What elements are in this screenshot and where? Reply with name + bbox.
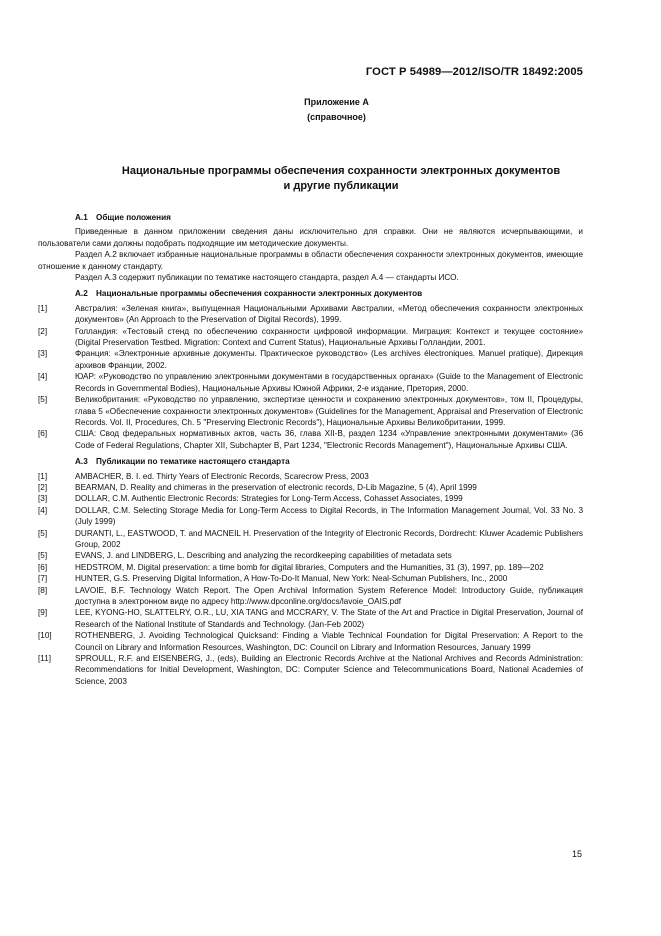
reference-number: [5]	[38, 528, 48, 538]
reference-text: DOLLAR, C.M. Selecting Storage Media for Long-Term Access to Digital Records, in The Information Management Journal, Vol. 33 No. 3 (July 1999)	[75, 505, 583, 527]
reference-number: [1]	[38, 471, 48, 481]
reference-item	[38, 528, 583, 551]
reference-text: HUNTER, G.S. Preserving Digital Information, A How-To-Do-It Manual, New York: Neal-Schuman Publishers, Inc., 2000	[75, 574, 508, 584]
reference-number: [5]	[38, 551, 48, 561]
section-number: А.2	[75, 289, 88, 299]
reference-item	[38, 371, 583, 394]
document-body	[38, 212, 583, 687]
reference-item	[38, 653, 583, 687]
reference-item	[38, 303, 583, 326]
reference-item	[38, 607, 583, 630]
reference-item	[38, 428, 583, 451]
reference-text: DOLLAR, C.M. Authentic Electronic Records: Strategies for Long-Term Access, Cohasset Associates, 1999	[75, 494, 463, 504]
section-number: А.3	[75, 457, 88, 467]
reference-text: Великобритания: «Руководство по управлению, экспертизе ценности и сохранению электронных документов», том II, Процедуры, глава 5 «Обеспечение сохранности электронных документов» (Guidelines for the Management, Appraisal and Preservation of Electronic Records. Vol. II, Procedures, Ch. 5 "Preserving Electronic Records"), Национальные Архивы Великобритании, 1999.	[75, 395, 583, 427]
reference-number: [9]	[38, 608, 48, 618]
reference-text: LEE, KYONG-HO, SLATTELRY, O.R., LU, XIA TANG and MCCRARY, V. The State of the Art and Practice in Digital Preservation, Journal of Research of the National Institute of Standards and Technology. (Jan-Feb 2002)	[75, 608, 583, 629]
national-programs-list	[38, 303, 583, 451]
appendix-type: (справочное)	[307, 112, 366, 122]
section-heading-a2	[38, 288, 583, 299]
section-title: Национальные программы обеспечения сохранности электронных документов	[96, 289, 423, 299]
reference-item	[38, 471, 583, 482]
standard-header: ГОСТ Р 54989—2012/ISO/TR 18492:2005	[365, 66, 583, 78]
reference-text: США: Свод федеральных нормативных актов, часть 36, глава XII-B, раздел 1234 «Управление электронными документами» (36 Code of Federal Regulations, Chapter XII, Subchapter B, Part 1234, "Electronic Records Management"), Национальные Архивы США.	[75, 429, 583, 450]
section-number: А.1	[75, 213, 88, 222]
reference-number: [2]	[38, 482, 48, 492]
reference-item	[38, 550, 583, 561]
reference-number: [5]	[38, 395, 48, 405]
reference-number: [1]	[38, 303, 48, 313]
reference-item	[38, 630, 583, 653]
reference-number: [4]	[38, 505, 48, 515]
reference-item	[38, 562, 583, 573]
appendix-title: Приложение А	[304, 97, 369, 107]
paragraph: Раздел А.3 содержит публикации по тематике настоящего стандарта, раздел А.4 — стандарты ИСО.	[75, 273, 459, 283]
appendix-label	[0, 95, 661, 125]
page-title	[60, 164, 622, 194]
reference-number: [4]	[38, 372, 48, 382]
publications-list	[38, 471, 583, 688]
paragraph: Приведенные в данном приложении сведения даны исключительно для справки. Они не являются исчерпывающими, и пользователи сами должны подобрать подходящие им методические документы.	[38, 227, 583, 248]
reference-number: [11]	[38, 654, 52, 664]
reference-text: AMBACHER, B. I. ed. Thirty Years of Electronic Records, Scarecrow Press, 2003	[75, 471, 369, 481]
reference-number: [10]	[38, 631, 52, 641]
reference-number: [7]	[38, 574, 48, 584]
reference-text: Австралия: «Зеленая книга», выпущенная Национальными Архивами Австралии, «Метод обеспечения сохранности электронных документов» (An Approach to the Preservation of Digital Records), 1999.	[75, 303, 583, 325]
reference-number: [3]	[38, 494, 48, 504]
reference-number: [8]	[38, 585, 48, 595]
reference-item	[38, 505, 583, 528]
reference-text: ROTHENBERG, J. Avoiding Technological Quicksand: Finding a Viable Technical Foundation for Digital Preservation: A Report to the Council on Library and Information Resources, Washington, DC: Council on Library and Information Resources, January 1999	[75, 631, 583, 652]
reference-text: ЮАР: «Руководство по управлению электронными документами в государственных органах» (Guide to the Management of Electronic Records in Governmental Bodies), Национальные Архивы Южной Африки, 2-е издание, Претория, 2000.	[75, 372, 583, 393]
paragraph: Раздел А.2 включает избранные национальные программы в области обеспечения сохранности электронных документов, имеющие отношение к данному стандарту.	[38, 250, 583, 271]
reference-number: [6]	[38, 429, 48, 439]
reference-item	[38, 348, 583, 371]
section-heading-a3	[38, 456, 583, 467]
reference-text: HEDSTROM, M. Digital preservation: a time bomb for digital libraries, Computers and the Humanities, 31 (3), 1997, pp. 189—202	[75, 562, 544, 572]
reference-text: SPROULL, R.F. and EISENBERG, J., (eds), Building an Electronic Records Archive at the National Archives and Records Administration: Recommendations for Initial Development, Washington, DC: Computer Science and Telecommunications Board, National Academies of Science, 2003	[75, 654, 583, 686]
section-heading-a1	[38, 212, 583, 223]
reference-text: LAVOIE, B.F. Technology Watch Report. The Open Archival Information System Reference Model: Introductory Guide, публикация доступна в электронном виде по адресу http://www.dpconline.org/docs/lavoie_OAIS.pdf	[75, 585, 583, 606]
reference-text: Голландия: «Тестовый стенд по обеспечению сохранности цифровой информации. Миграция: Контекст и текущее состояние» (Digital Preservation Testbed. Migration: Context and Current Status), Национальные Архивы Голландии, 2001.	[75, 326, 583, 348]
reference-item	[38, 493, 583, 504]
section-title: Публикации по тематике настоящего стандарта	[96, 457, 290, 467]
reference-text: Франция: «Электронные архивные документы. Практическое руководство» (Les archives électroniques. Manuel pratique), Дирекция архивов Франции, 2002.	[75, 349, 583, 370]
reference-number: [3]	[38, 349, 48, 359]
reference-item	[38, 585, 583, 608]
title-line-1: Национальные программы обеспечения сохранности электронных документов	[121, 165, 561, 177]
reference-number: [2]	[38, 326, 48, 336]
reference-text: BEARMAN, D. Reality and chimeras in the preservation of electronic records, D-Lib Magazine, 5 (4), April 1999	[75, 482, 477, 492]
reference-item	[38, 482, 583, 493]
reference-item	[38, 573, 583, 584]
page-number: 15	[571, 849, 582, 859]
reference-item	[38, 394, 583, 428]
section-title: Общие положения	[96, 213, 171, 222]
reference-text: EVANS, J. and LINDBERG, L. Describing and analyzing the recordkeeping capabilities of metadata sets	[75, 551, 452, 561]
title-line-2: и другие публикации	[283, 180, 399, 192]
reference-item	[38, 326, 583, 349]
reference-number: [6]	[38, 562, 48, 572]
reference-text: DURANTI, L., EASTWOOD, T. and MACNEIL H. Preservation of the Integrity of Electronic Records, Dordrecht: Kluwer Academic Publishers Group, 2002	[75, 528, 583, 549]
